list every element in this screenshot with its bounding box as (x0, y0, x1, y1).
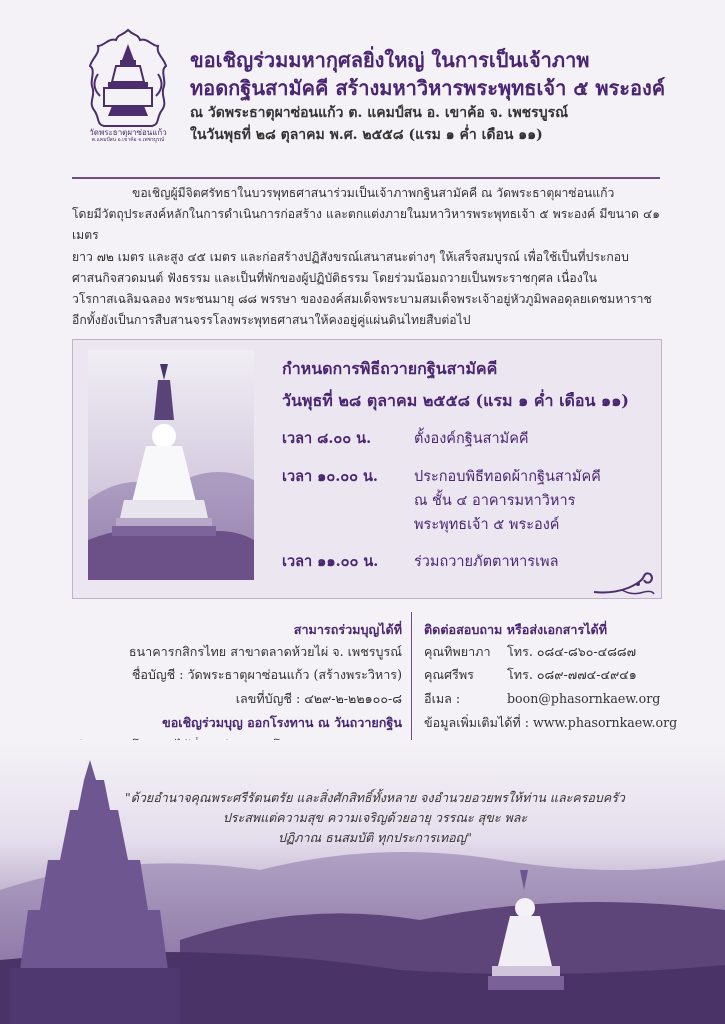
schedule-date: วันพุธที่ ๒๘ ตุลาคม ๒๕๕๘ (แรม ๑ ค่ำ เดือน ๑๑) (282, 391, 629, 410)
blessing-quote (80, 788, 670, 848)
contact-website[interactable]: ข้อมูลเพิ่มเติมได้ที่ : www.phasornkaew.org (424, 715, 678, 730)
contact-row (424, 665, 637, 685)
header-title-line2: ทอดกฐินสามัคคี สร้างมหาวิหารพระพุทธเจ้า ๕ พระองค์ (190, 76, 666, 100)
intro-line: โดยมีวัตถุประสงค์หลักในการดำเนินการก่อสร้าง และตกแต่งภายในมหาวิหารพระพุทธเจ้า ๕ พระองค์ มีขนาด ๔๑ เมตร (72, 207, 660, 243)
intro-line: ขอเชิญผู้มีจิตศรัทธาในบวรพุทธศาสนาร่วมเป็นเจ้าภาพกฐินสามัคคี ณ วัดพระธาตุผาซ่อนแก้ว (132, 186, 615, 200)
intro-line: อีกทั้งยังเป็นการสืบสานจรรโลงพระพุทธศาสนาให้คงอยู่คู่แผ่นดินไทยสืบต่อไป (72, 313, 471, 328)
contact-row (424, 642, 636, 662)
header-title-line1: ขอเชิญร่วมมหากุศลยิ่งใหญ่ ในการเป็นเจ้าภาพ (190, 48, 590, 72)
schedule-time: เวลา ๑๑.๐๐ น. (282, 553, 379, 570)
contact-value: โทร. ๐๘๔-๘๖๐-๔๘๘๗ (507, 644, 637, 659)
intro-line: วโรกาสเฉลิมฉลอง พระชนมายุ ๘๘ พรรษา ขององค์สมเด็จพระบามสมเด็จพระเจ้าอยู่หัวภูมิพลอดุลยเดชมหาราช (72, 292, 652, 307)
column-divider (411, 612, 412, 750)
donate-heading: สามารถร่วมบุญได้ที่ (293, 622, 402, 637)
header-location: ณ วัดพระธาตุผาซ่อนแก้ว ต. แคมป์สน อ. เขาค้อ จ. เพชรบูรณ์ (190, 105, 569, 121)
donate-bank: ธนาคารกสิกรไทย สาขาตลาดห้วยไผ่ จ. เพชรบูรณ์ (128, 644, 402, 659)
blessing-line: ปฏิภาณ ธนสมบัติ ทุกประการเทอญ" (277, 830, 473, 845)
schedule-time: เวลา ๘.๐๐ น. (282, 430, 372, 447)
flourish-ornament-icon (592, 570, 658, 598)
blessing-line: ประสพแต่ความสุข ความเจริญด้วยอายุ วรรณะ สุขะ พละ (222, 810, 528, 825)
intro-paragraph (72, 183, 660, 331)
intro-line: ยาว ๗๒ เมตร และสูง ๔๕ เมตร และก่อสร้างปฏิสังขรณ์เสนาสนะต่างๆ ให้เสร็จสมบูรณ์ เพื่อใช้เป็นที่ประกอบ (72, 249, 629, 264)
contact-label: อีเมล : (424, 691, 461, 706)
schedule-desc: ร่วมถวายภัตตาหารเพล (414, 554, 559, 570)
contact-label: คุณทิพยาภา (424, 644, 491, 659)
donate-account-name: ชื่อบัญชี : วัดพระธาตุผาซ่อนแก้ว (สร้างพระวิหาร) (131, 667, 402, 682)
blessing-line: "ด้วยอำนาจคุณพระศรีรัตนตรัย และสิ่งศักสิทธิ์ทั้งหลาย จงอำนวยอวยพรให้ท่าน และครอบครัว (125, 790, 625, 805)
contact-row (424, 689, 660, 709)
logo-text: วัดพระธาตุผาซ่อนแก้ว (89, 128, 167, 137)
contact-heading: ติดต่อสอบถาม หรือส่งเอกสารได้ที่ (424, 622, 608, 637)
contact-label: คุณศรีพร (424, 667, 474, 682)
schedule-desc: ณ ชั้น ๔ อาคารมหาวิหาร (414, 493, 576, 509)
divider (72, 177, 660, 179)
schedule-time: เวลา ๑๐.๐๐ น. (282, 468, 378, 485)
schedule-desc: ประกอบพิธีทอดผ้ากฐินสามัคคี (414, 469, 601, 485)
buddha-photo (88, 350, 254, 580)
schedule-desc: ตั้งองค์กฐินสามัคคี (414, 431, 529, 447)
schedule-title: กำหนดการพิธีถวายกฐินสามัคคี (282, 359, 498, 378)
donate-invite: ขอเชิญร่วมบุญ ออกโรงทาน ณ วันถวายกฐิน (162, 715, 402, 730)
temple-landscape-illustration (0, 740, 725, 1024)
header-date: ในวันพุธที่ ๒๘ ตุลาคม พ.ศ. ๒๕๕๘ (แรม ๑ ค่ำ เดือน ๑๑) (190, 127, 543, 143)
temple-logo (78, 26, 178, 144)
email-link[interactable]: boon@phasornkaew.org (507, 691, 661, 706)
contact-value: โทร. ๐๘๙-๗๗๔-๔๙๔๑ (507, 667, 637, 682)
schedule-desc: พระพุทธเจ้า ๕ พระองค์ (414, 517, 560, 533)
donate-account-number: เลขที่บัญชี : ๔๒๙-๒-๒๒๑๐๐-๘ (235, 691, 402, 706)
logo-subtext: ต.แคมป์สน อ.เขาค้อ จ.เพชรบูรณ์ (91, 137, 165, 143)
intro-line: ศาสนกิจสวดมนต์ ฟังธรรม และเป็นที่พักของผู้ปฏิบัติธรรม โดยร่วมน้อมถวายเป็นพระราชกุศล เนื่องใน (72, 270, 597, 285)
